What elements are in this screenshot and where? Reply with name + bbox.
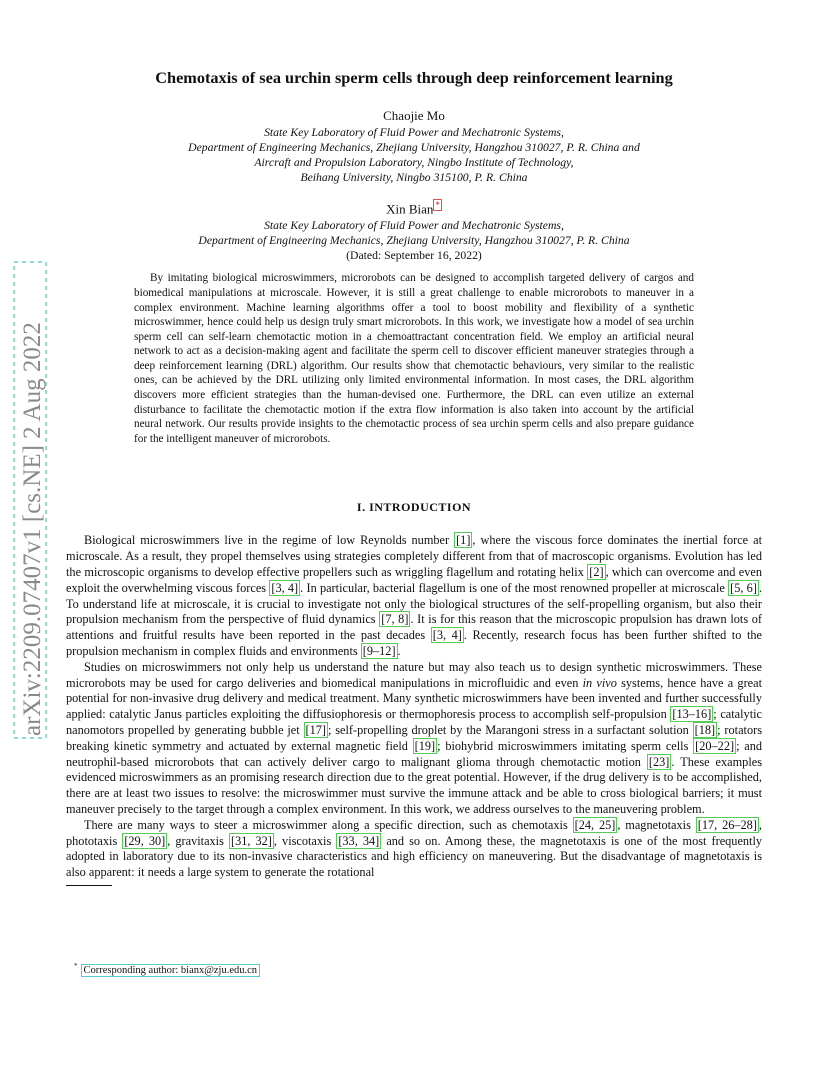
footnote-mark: * bbox=[74, 962, 78, 970]
date-line: (Dated: September 16, 2022) bbox=[346, 249, 482, 263]
text-run: ; self-propelling droplet by the Marangoni stress in a surfactant solution bbox=[328, 723, 693, 738]
text-run: . To understand life at microscale, it is crucial to investigate not only the biological structures of the self-propelling organism, but also their propulsion mechanism from the perspective of fluid dynamics bbox=[66, 580, 763, 627]
abstract: By imitating biological microswimmers, microrobots can be designed to accomplish targeted delivery of cargos and biomedical manipulations at microscale. However, it is still a great challenge to enable microrobots to maneuver in a complex environment. Machine learning algorithms offer a tool to boost mobility and flexibility of a synthetic microswimmer, hence could help us design truly smart microrobots. In this work, we investigate how a model of sea urchin sperm cell can self-learn chemotactic motion in a chemoattractant concentration field. We employ an artificial neural network to act as a decision-making agent and facilitate the sperm cell to discover efficient maneuver strategies through a deep reinforcement learning (DRL) algorithm. Our results show that chemotactic behaviours, very similar to the realistic ones, can be achieved by the DRL utilizing only limited environmental information. In most cases, the DRL algorithm discovers more efficient strategies than the human-devised one. Furthermore, the DRL can even utilize an external disturbance to facilitate the chemotactic motion if the extra flow information is also taken into account by the artificial neural network. Our results provide insights to the chemotactic process of sea urchin sperm cells and also prepare guidance for the intelligent maneuver of microrobots. bbox=[134, 272, 694, 445]
citation-link[interactable]: [7, 8] bbox=[381, 612, 409, 627]
author-1: Chaojie Mo bbox=[383, 108, 445, 123]
citation-link[interactable]: [3, 4] bbox=[271, 580, 299, 595]
author-2-affil-line-2: Department of Engineering Mechanics, Zhejiang University, Hangzhou 310027, P. R. China bbox=[198, 234, 630, 248]
citation-link[interactable]: [31, 32] bbox=[230, 833, 272, 848]
text-run: . bbox=[397, 644, 401, 659]
citation-link[interactable]: [23] bbox=[648, 754, 670, 769]
text-run: systems, hence have a great potential for non-invasive drug delivery and medical treatment. Many synthetic microswimmers have been invented and further successfully applied: catalytic Janus particles exploiting the diffusiophoresis or thermophoresis process to accomplish self-propulsion bbox=[66, 675, 762, 722]
paragraph-1 bbox=[66, 533, 762, 659]
text-run-italic: in vivo bbox=[582, 675, 617, 690]
footnote-divider bbox=[66, 885, 112, 886]
footnote bbox=[74, 962, 260, 976]
text-run: , where the viscous force dominates the inertial force at microscale. As a result, they propel themselves using strategies completely different from that of macroscopic organisms. Evolution has led the microscopic organisms to develop effective propellers such as wriggling flagellum and rotating helix bbox=[66, 533, 762, 580]
text-run: Studies on microswimmers not only help us understand the nature but may also teach us to design synthetic microswimmers. These microrobots may be used for cargo deliveries and biomedical manipulations in microfluidic and even bbox=[66, 659, 762, 690]
text-run: . It is for this reason that the microscopic propulsion has drawn lots of attentions and fruitful results have been reported in the past decades bbox=[66, 612, 762, 643]
paragraph-3 bbox=[66, 818, 762, 881]
citation-link[interactable]: [9–12] bbox=[362, 644, 396, 659]
paragraph-2 bbox=[66, 660, 762, 818]
citation-link[interactable]: [18] bbox=[694, 723, 716, 738]
citation-link[interactable]: [2] bbox=[589, 565, 604, 580]
introduction-body bbox=[66, 533, 762, 886]
text-run: There are many ways to steer a microswimmer along a specific direction, such as chemotaxis bbox=[84, 817, 573, 832]
text-run: , magnetotaxis bbox=[617, 817, 696, 832]
paper-title: Chemotaxis of sea urchin sperm cells through deep reinforcement learning bbox=[155, 68, 673, 87]
author-2-line bbox=[66, 199, 762, 217]
author-2-affil-line-1: State Key Laboratory of Fluid Power and Mechatronic Systems, bbox=[264, 219, 564, 233]
citation-link[interactable]: [29, 30] bbox=[124, 833, 166, 848]
text-run: , gravitaxis bbox=[167, 833, 229, 848]
section-heading-introduction: I. INTRODUCTION bbox=[356, 500, 472, 515]
arxiv-id-text[interactable]: arXiv:2209.07407v1 [cs.NE] 2 Aug 2022 bbox=[19, 322, 46, 736]
citation-link[interactable]: [17, 26–28] bbox=[697, 817, 757, 832]
citation-link[interactable]: [3, 4] bbox=[432, 628, 462, 643]
paper-page bbox=[66, 60, 762, 886]
text-run: ; biohybrid microswimmers imitating sperm cells bbox=[437, 738, 694, 753]
text-run: and so on. Among these, the magnetotaxis is one of the most frequently adopted in laboratory due to its non-invasive characteristics and high efficiency on maneuvering. But the disadvantage of magnetotaxis is also apparent: it needs a large system to generate the rotational bbox=[66, 833, 763, 880]
citation-link[interactable]: [19] bbox=[414, 738, 436, 753]
author-2: Xin Bian bbox=[386, 201, 434, 217]
corresponding-author-link[interactable]: * bbox=[435, 200, 440, 210]
text-run: . Recently, research focus has been further shifted to the propulsion mechanism in complex fluids and environments bbox=[66, 628, 762, 659]
citation-link[interactable]: [24, 25] bbox=[574, 817, 616, 832]
citation-link[interactable]: [13–16] bbox=[672, 707, 712, 722]
citation-link[interactable]: [17] bbox=[305, 723, 327, 738]
citation-link[interactable]: [33, 34] bbox=[338, 833, 380, 848]
text-run: ; and neutrophil-based microrobots that can actively deliver cargo to malignant glioma through chemotactic motion bbox=[66, 738, 762, 769]
author-1-affil-line-4: Beihang University, Ningbo 315100, P. R. China bbox=[300, 171, 528, 184]
arxiv-side-stamp bbox=[12, 260, 48, 740]
text-run: , phototaxis bbox=[66, 817, 762, 848]
text-run: , which can overcome and even exploit the overwhelming viscous forces bbox=[66, 565, 762, 595]
citation-link[interactable]: [20–22] bbox=[695, 738, 735, 753]
citation-link[interactable]: [1] bbox=[456, 533, 471, 548]
text-run: ; rotators breaking kinetic symmetry and actuated by external magnetic field bbox=[66, 723, 762, 753]
author-1-affil-line-2: Department of Engineering Mechanics, Zhejiang University, Hangzhou 310027, P. R. China and bbox=[188, 141, 640, 154]
author-1-affil-line-3: Aircraft and Propulsion Laboratory, Ningbo Institute of Technology, bbox=[254, 156, 574, 169]
arxiv-stamp-svg bbox=[12, 260, 48, 740]
author-1-affil-line-1: State Key Laboratory of Fluid Power and Mechatronic Systems, bbox=[264, 126, 564, 139]
text-run: Biological microswimmers live in the regime of low Reynolds number bbox=[84, 533, 455, 548]
text-run: ; catalytic nanomotors propelled by generating bubble jet bbox=[66, 707, 762, 738]
text-run: , viscotaxis bbox=[273, 833, 337, 848]
text-run: . In particular, bacterial flagellum is one of the most renowned propeller at microscale bbox=[300, 580, 729, 595]
corresponding-author-email-link[interactable]: Corresponding author: bianx@zju.edu.cn bbox=[81, 964, 261, 977]
text-run: . These examples evidenced microswimmers as an promising research direction due to the great potential. However, if the drug delivery is to be accomplished, there are at least two issues to resolve: the microswimmer must survive the immune attack and be able to cross biological barriers; it must maneuver precisely to the target through a complex environment. In this work, we address ourselves to the maneuvering problem. bbox=[66, 754, 762, 816]
citation-link[interactable]: [5, 6] bbox=[730, 580, 757, 595]
